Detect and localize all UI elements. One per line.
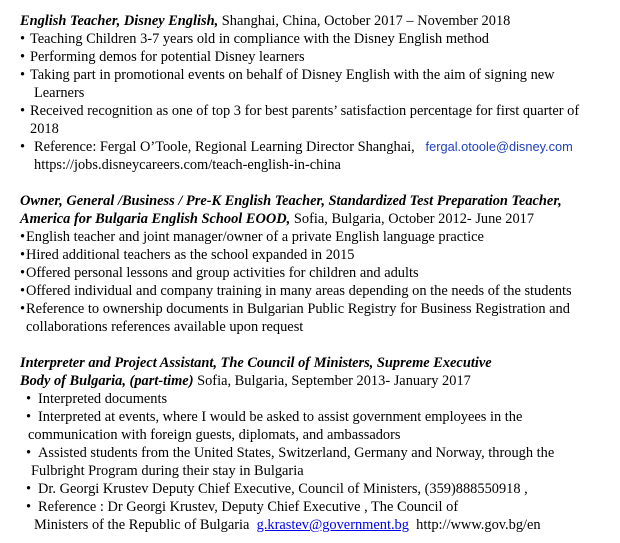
list-item (20, 480, 615, 498)
job-title-line-1 (20, 354, 615, 372)
job-bullets (20, 30, 615, 174)
list-item (20, 228, 615, 246)
bullet-text: Offered personal lessons and group activities for children and adults (26, 265, 419, 281)
list-item (20, 390, 615, 408)
bullet-text: Teaching Children 3-7 years old in compliance with the Disney English method (30, 31, 489, 47)
bullet-icon: • (20, 229, 26, 245)
bullet-text: Interpreted at events, where I would be asked to assist government employees in the (38, 409, 523, 425)
list-item (20, 66, 615, 84)
bullet-text: Reference to ownership documents in Bulgarian Public Registry for Business Registration and (26, 301, 570, 317)
list-item-continuation (20, 318, 615, 336)
bullet-icon: • (26, 445, 32, 461)
list-item (20, 300, 615, 318)
bullet-text: collaborations references available upon request (26, 319, 304, 335)
bullet-text: Reference : Dr Georgi Krustev, Deputy Chief Executive , The Council of (38, 499, 459, 515)
job-disney (20, 12, 615, 174)
bullet-icon: • (20, 67, 26, 83)
bullet-text: Ministers of the Republic of Bulgaria (34, 517, 250, 533)
job-bullets (20, 390, 615, 534)
url-text[interactable]: https://jobs.disneycareers.com/teach-english-in-china (34, 157, 341, 173)
bullet-text: Interpreted documents (38, 391, 168, 407)
job-title-line-2 (20, 372, 615, 390)
bullet-icon: • (20, 283, 26, 299)
list-item-continuation (20, 120, 615, 138)
bullet-text: 2018 (30, 121, 59, 137)
list-item (20, 102, 615, 120)
bullet-icon: • (20, 265, 26, 281)
job-title-bold: Body of Bulgaria, (part-time) (20, 373, 194, 389)
list-item-continuation (20, 516, 615, 534)
bullet-text: Assisted students from the United States, Switzerland, Germany and Norway, through the (38, 445, 555, 461)
job-council-of-ministers (20, 354, 615, 534)
bullet-icon: • (20, 247, 26, 263)
job-title-bold: English Teacher, Disney English, (20, 13, 219, 29)
reference-url-link[interactable]: http://www.gov.bg/en (416, 517, 541, 533)
bullet-icon: • (20, 103, 26, 119)
bullet-text: Hired additional teachers as the school expanded in 2015 (26, 247, 355, 263)
bullet-text: Fulbright Program during their stay in Bulgaria (31, 463, 304, 479)
bullet-icon: • (20, 49, 26, 65)
job-title-line-1 (20, 192, 615, 210)
bullet-text: Offered individual and company training in many areas depending on the needs of the students (26, 283, 572, 299)
job-title-bold: America for Bulgaria English School EOOD, (20, 211, 291, 227)
bullet-text: Performing demos for potential Disney learners (30, 49, 305, 65)
list-item (20, 138, 615, 156)
bullet-icon: • (20, 139, 26, 155)
bullet-icon: • (26, 481, 32, 497)
job-title-details: Sofia, Bulgaria, October 2012- June 2017 (290, 211, 535, 227)
bullet-icon: • (20, 31, 26, 47)
job-title-details: Sofia, Bulgaria, September 2013- January 2017 (193, 373, 471, 389)
list-item (20, 30, 615, 48)
reference-email-link[interactable]: fergal.otoole@disney.com (425, 139, 573, 154)
bullet-icon: • (20, 301, 26, 317)
job-title (20, 12, 615, 30)
list-item (20, 498, 615, 516)
bullet-icon: • (26, 409, 32, 425)
job-america-for-bulgaria (20, 192, 615, 336)
bullet-text: Received recognition as one of top 3 for best parents’ satisfaction percentage for first quarter of (30, 103, 580, 119)
bullet-text: Learners (34, 85, 85, 101)
list-item (20, 264, 615, 282)
reference-email-link[interactable]: g.krastev@government.bg (256, 517, 409, 533)
list-item (20, 408, 615, 426)
bullet-icon: • (26, 391, 32, 407)
job-title-bold: Interpreter and Project Assistant, The Council of Ministers, Supreme Executive (20, 355, 492, 371)
job-title-line-2 (20, 210, 615, 228)
list-item (20, 246, 615, 264)
bullet-icon: • (26, 499, 32, 515)
list-item (20, 282, 615, 300)
bullet-text: English teacher and joint manager/owner of a private English language practice (26, 229, 484, 245)
bullet-text: Dr. Georgi Krustev Deputy Chief Executive, Council of Ministers, (359)888550918 , (38, 481, 528, 497)
job-title-bold: Owner, General /Business / Pre-K English Teacher, Standardized Test Preparation Teacher, (20, 193, 562, 209)
job-title-details: Shanghai, China, October 2017 – November 2018 (218, 13, 511, 29)
job-bullets (20, 228, 615, 336)
reference-url-link[interactable] (20, 156, 615, 174)
bullet-text: communication with foreign guests, diplomats, and ambassadors (28, 427, 401, 443)
list-item (20, 444, 615, 462)
list-item-continuation (20, 84, 615, 102)
list-item (20, 48, 615, 66)
bullet-text: Reference: Fergal O’Toole, Regional Learning Director Shanghai, (34, 139, 415, 155)
bullet-text: Taking part in promotional events on behalf of Disney English with the aim of signing new (30, 67, 555, 83)
list-item-continuation (20, 426, 615, 444)
list-item-continuation (20, 462, 615, 480)
